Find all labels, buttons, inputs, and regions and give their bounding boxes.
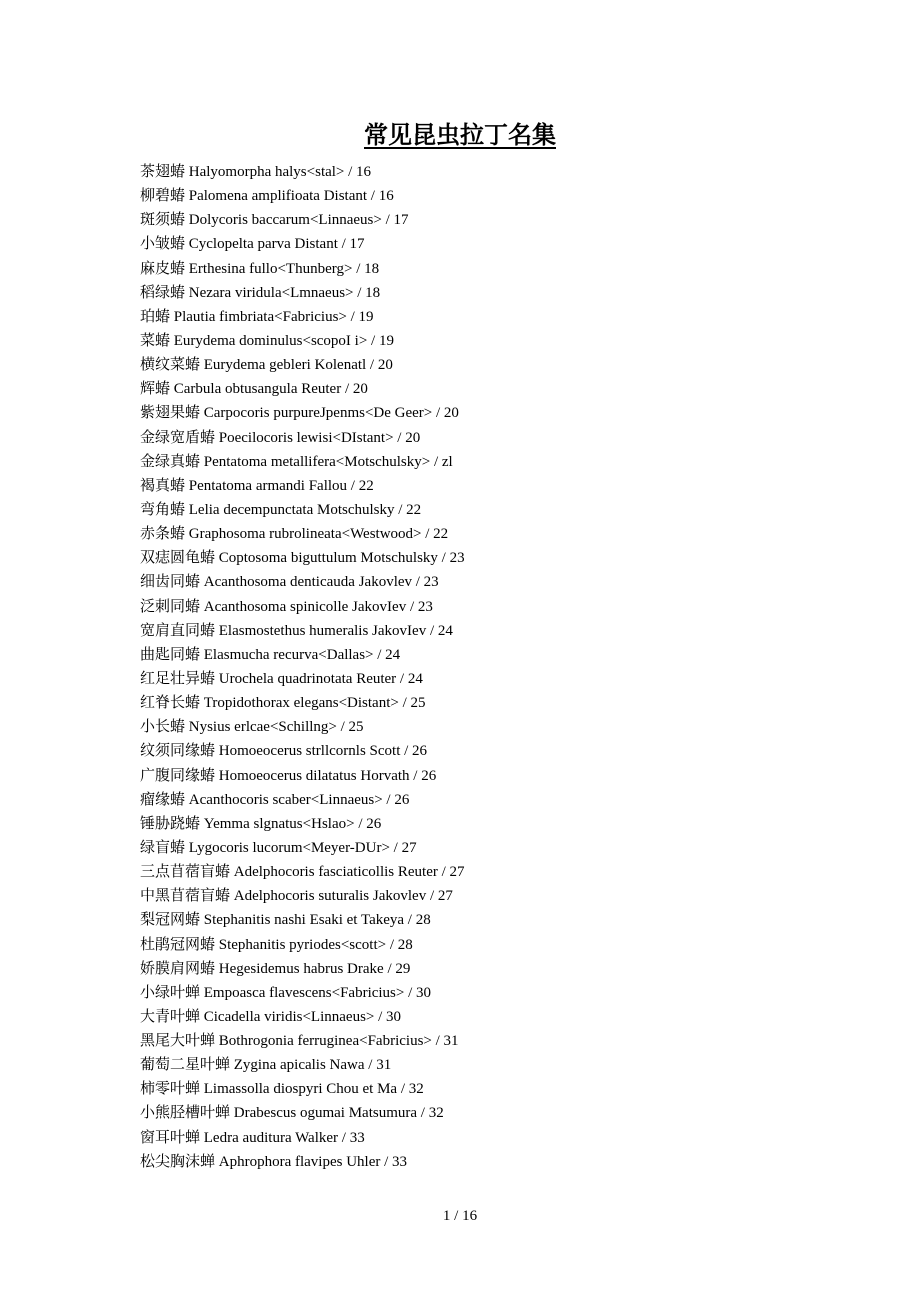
list-item: 金绿宽盾蝽 Poecilocoris lewisi<DIstant> / 20 [140,429,421,446]
list-item: 柿零叶蝉 Limassolla diospyri Chou et Ma / 32 [140,1081,424,1098]
page-title: 常见昆虫拉丁名集 [364,123,556,149]
list-item: 绿盲蝽 Lygocoris lucorum<Meyer-DUr> / 27 [140,839,417,856]
list-item: 小熊胫槽叶蝉 Drabescus ogumai Matsumura / 32 [140,1105,444,1122]
list-item: 葡萄二星叶蝉 Zygina apicalis Nawa / 31 [140,1057,392,1074]
list-item: 大青叶蝉 Cicadella viridis<Linnaeus> / 30 [140,1008,402,1025]
list-item: 小长蝽 Nysius erlcae<Schillng> / 25 [140,719,364,736]
list-item: 柳碧蝽 Palomena amplifioata Distant / 16 [140,188,394,205]
list-item: 紫翅果蝽 Carpocoris purpureJpenms<De Geer> / 20 [140,405,459,422]
list-item: 松尖胸沫蝉 Aphrophora flavipes Uhler / 33 [140,1153,408,1170]
list-item: 窗耳叶蝉 Ledra auditura Walker / 33 [140,1129,365,1146]
list-item: 曲匙同蝽 Elasmucha recurva<Dallas> / 24 [140,646,401,663]
list-item: 梨冠网蝽 Stephanitis nashi Esaki et Takeya / 28 [140,912,431,929]
list-item: 稻绿蝽 Nezara viridula<Lmnaeus> / 18 [140,284,381,301]
list-item: 菜蝽 Eurydema dominulus<scopoI i> / 19 [140,332,394,349]
list-item: 辉蝽 Carbula obtusangula Reuter / 20 [140,381,368,398]
page-number: 1 / 16 [442,1208,478,1224]
list-item: 赤条蝽 Graphosoma rubrolineata<Westwood> / 22 [140,526,449,543]
species-list [140,160,465,1174]
list-item: 金绿真蝽 Pentatoma metallifera<Motschulsky> / zl [140,453,453,470]
list-item: 弯角蝽 Lelia decempunctata Motschulsky / 22 [140,501,422,518]
list-item: 细齿同蝽 Acanthosoma denticauda Jakovlev / 23 [140,574,439,591]
list-item: 红脊长蝽 Tropidothorax elegans<Distant> / 25 [140,695,426,712]
list-item: 纹须同缘蝽 Homoeocerus strllcornls Scott / 26 [140,743,428,760]
list-item: 瘤缘蝽 Acanthocoris scaber<Linnaeus> / 26 [140,791,410,808]
list-item: 麻皮蝽 Erthesina fullo<Thunberg> / 18 [140,260,380,277]
list-item: 小绿叶蝉 Empoasca flavescens<Fabricius> / 30 [140,984,432,1001]
list-item: 珀蝽 Plautia fimbriata<Fabricius> / 19 [140,308,374,325]
list-item: 锤胁跷蝽 Yemma slgnatus<Hslao> / 26 [140,815,382,832]
list-item: 三点苜蓿盲蝽 Adelphocoris fasciaticollis Reuter / 27 [140,864,465,881]
list-item: 广腹同缘蝽 Homoeocerus dilatatus Horvath / 26 [140,767,437,784]
list-item: 小皱蝽 Cyclopelta parva Distant / 17 [140,236,365,253]
list-item: 娇膜肩网蝽 Hegesidemus habrus Drake / 29 [140,960,411,977]
list-item: 黑尾大叶蝉 Bothrogonia ferruginea<Fabricius> / 31 [140,1033,459,1050]
list-item: 宽肩直同蝽 Elasmostethus humeralis JakovIev / 24 [140,622,453,639]
list-item: 杜鹃冠网蝽 Stephanitis pyriodes<scott> / 28 [140,936,413,953]
list-item: 红足壮异蝽 Urochela quadrinotata Reuter / 24 [140,670,423,687]
list-item: 褐真蝽 Pentatoma armandi Fallou / 22 [140,477,374,494]
list-item: 中黑苜蓿盲蝽 Adelphocoris suturalis Jakovlev / 27 [140,888,453,905]
list-item: 横纹菜蝽 Eurydema gebleri Kolenatl / 20 [140,357,393,374]
list-item: 斑须蝽 Dolycoris baccarum<Linnaeus> / 17 [140,212,409,229]
list-item: 双痣圆龟蝽 Coptosoma biguttulum Motschulsky / 23 [140,550,465,567]
list-item: 茶翅蝽 Halyomorpha halys<stal> / 16 [140,164,372,180]
list-item: 泛刺同蝽 Acanthosoma spinicolle JakovIev / 23 [140,598,433,615]
